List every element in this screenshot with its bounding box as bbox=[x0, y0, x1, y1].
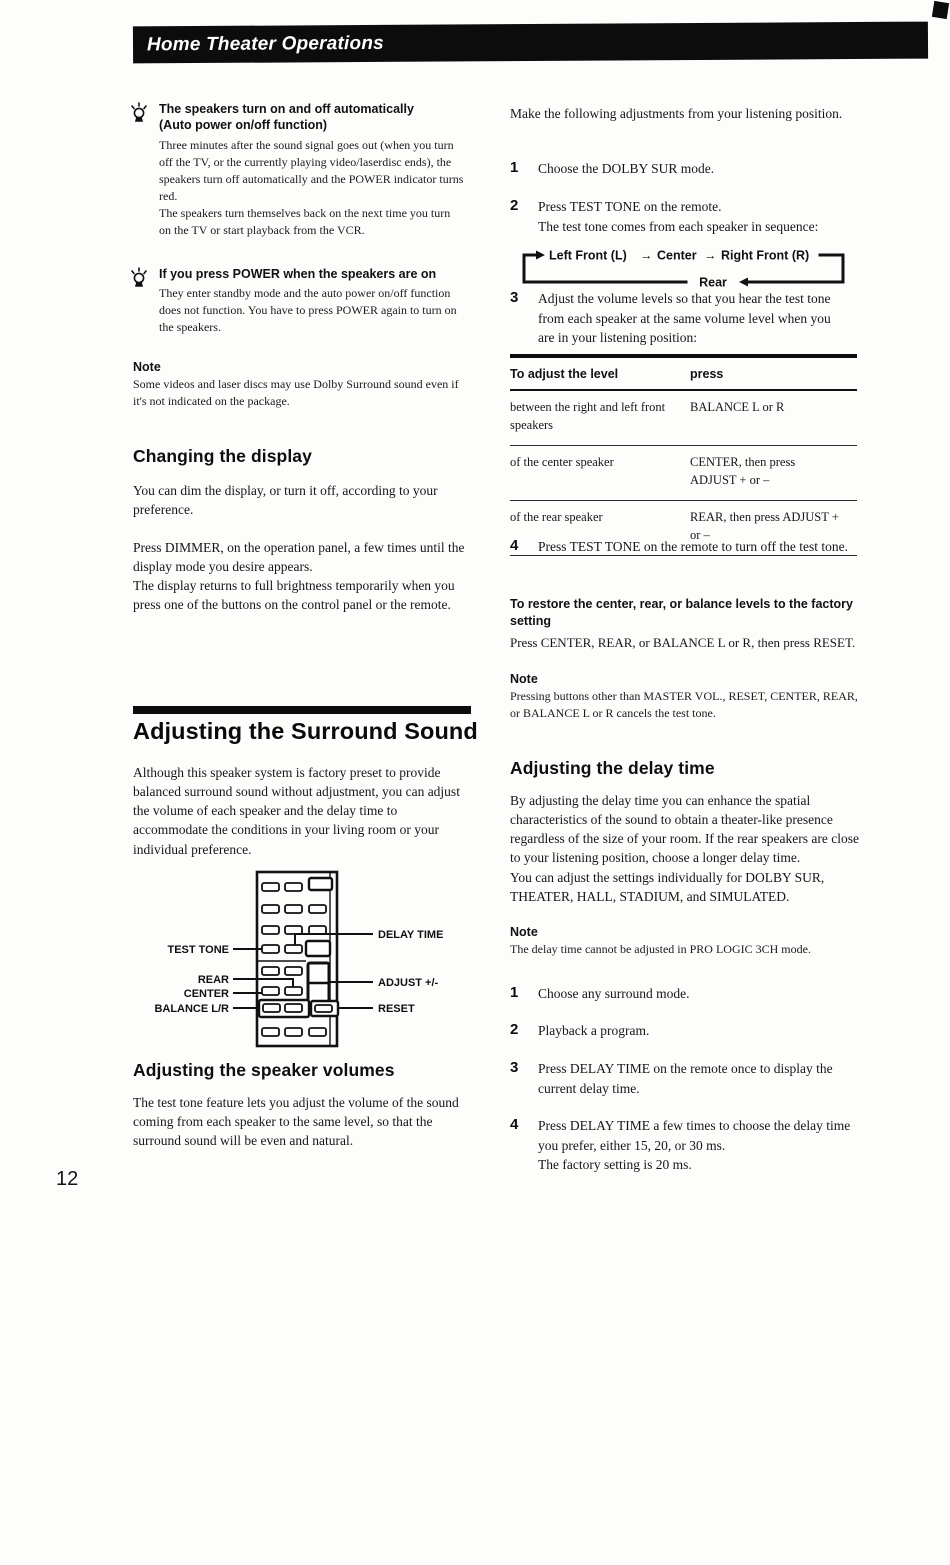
paragraph: By adjusting the delay time you can enhance the spatial characteristics of the sound to obtain a theater-like presence regardless of the size of your room. If the rear speakers are close to your listening position, choose a longer delay time. bbox=[510, 793, 859, 866]
note-body: Pressing buttons other than MASTER VOL., RESET, CENTER, REAR, or BALANCE L or R cancels the test tone. bbox=[510, 689, 858, 721]
step-text: The factory setting is 20 ms. bbox=[538, 1157, 692, 1173]
remote-label-center: CENTER bbox=[183, 988, 229, 1000]
table-cell-level: of the rear speaker bbox=[510, 510, 603, 524]
heading-speaker-volumes: Adjusting the speaker volumes bbox=[133, 1060, 395, 1080]
table-header-press: press bbox=[690, 367, 724, 381]
remote-label-test-tone: TEST TONE bbox=[167, 944, 229, 956]
paragraph: You can adjust the settings individually for DOLBY SUR, THEATER, HALL, STADIUM, and SIMULATED. bbox=[510, 869, 825, 904]
remote-label-rear: REAR bbox=[197, 974, 229, 986]
sequence-item-center: Center bbox=[657, 248, 697, 263]
note-label: Note bbox=[133, 360, 161, 374]
paragraph: Press DIMMER, on the operation panel, a few times until the display mode you desire appears. bbox=[133, 540, 465, 575]
table-cell-press: REAR, then press ADJUST + or – bbox=[690, 510, 839, 542]
tip-lightbulb-icon bbox=[128, 102, 150, 131]
step-item bbox=[510, 159, 860, 179]
step-item bbox=[510, 1116, 862, 1175]
note-body: The delay time cannot be adjusted in PRO LOGIC 3CH mode. bbox=[510, 942, 811, 956]
note-block bbox=[510, 672, 862, 722]
step-number: 4 bbox=[510, 537, 519, 554]
paragraph: Although this speaker system is factory preset to provide balanced surround sound without adjustment, you can adjust the volume of each speaker and the delay time to accommodate the conditions in your living room or your individual preference. bbox=[133, 765, 460, 857]
heading-surround-sound: Adjusting the Surround Sound bbox=[133, 718, 478, 744]
note-block bbox=[133, 360, 473, 410]
step-text: Adjust the volume levels so that you hear the test tone from each speaker at the same volume level when you are in your listening position: bbox=[538, 291, 831, 346]
step-number: 1 bbox=[510, 984, 519, 1001]
tip-body: They enter standby mode and the auto power on/off function does not function. You have to press POWER again to turn on the speakers. bbox=[159, 286, 457, 335]
heading-delay-time: Adjusting the delay time bbox=[510, 758, 715, 778]
restore-body: Press CENTER, REAR, or BALANCE L or R, then press RESET. bbox=[510, 634, 856, 650]
table-cell-level: of the center speaker bbox=[510, 455, 614, 469]
tip-title-line2: (Auto power on/off function) bbox=[159, 118, 328, 133]
paragraph: The test tone feature lets you adjust the volume of the sound coming from each speaker to the same level, so that the surround sound will be even and natural. bbox=[133, 1095, 459, 1149]
remote-label-adjust: ADJUST +/- bbox=[378, 977, 439, 989]
paragraph-group bbox=[510, 791, 860, 906]
heading-changing-display: Changing the display bbox=[133, 446, 312, 466]
tip-body: The speakers turn themselves back on the next time you turn on the TV or start playback from the VCR. bbox=[159, 205, 451, 237]
note-block bbox=[510, 925, 862, 958]
step-text: Choose the DOLBY SUR mode. bbox=[538, 161, 715, 176]
tip-lightbulb-icon bbox=[128, 267, 150, 296]
tip-body: Three minutes after the sound signal goes out (when you turn off the TV, or the currently playing video/laserdisc ends), the speakers turn off automatically and the POWER indicator turns red. bbox=[159, 137, 464, 203]
table-row bbox=[510, 446, 857, 501]
step-item bbox=[510, 537, 862, 557]
adjust-level-table bbox=[510, 354, 857, 556]
note-label: Note bbox=[510, 672, 538, 686]
paragraph: You can dim the display, or turn it off, according to your preference. bbox=[133, 483, 438, 518]
step-item bbox=[510, 1059, 862, 1098]
step-number: 2 bbox=[510, 1021, 519, 1038]
step-item bbox=[510, 197, 860, 236]
note-body: Some videos and laser discs may use Dolby Surround sound even if it's not indicated on the package. bbox=[133, 377, 459, 409]
tip-power-press bbox=[128, 266, 473, 336]
step-number: 3 bbox=[510, 1059, 519, 1076]
note-label: Note bbox=[510, 925, 538, 939]
step-item bbox=[510, 984, 862, 1004]
step-text: Choose any surround mode. bbox=[538, 986, 690, 1001]
table-row bbox=[510, 391, 857, 446]
table-header-row bbox=[510, 358, 857, 391]
restore-heading: To restore the center, rear, or balance levels to the factory setting bbox=[510, 597, 853, 628]
paragraph: The display returns to full brightness temporarily when you press one of the buttons on the control panel or the remote. bbox=[133, 578, 455, 613]
step-text: Press DELAY TIME a few times to choose the delay time you prefer, either 15, 20, or 30 ms. bbox=[538, 1118, 851, 1153]
step-text: Press TEST TONE on the remote. bbox=[538, 199, 722, 214]
sequence-item-left-front: Left Front (L) bbox=[549, 248, 627, 263]
table-cell-press: CENTER, then press ADJUST + or – bbox=[690, 455, 796, 487]
remote-body bbox=[257, 872, 337, 1046]
step-item bbox=[510, 289, 862, 348]
remote-label-reset: RESET bbox=[378, 1003, 415, 1015]
step-text: Press DELAY TIME on the remote once to display the current delay time. bbox=[538, 1061, 833, 1096]
step-subtext: The test tone comes from each speaker in sequence: bbox=[538, 218, 819, 234]
table-header-level: To adjust the level bbox=[510, 367, 619, 381]
leader-lines bbox=[233, 934, 373, 1008]
paragraph-group bbox=[133, 538, 473, 615]
table-cell-level: between the right and left front speakers bbox=[510, 400, 666, 432]
sequence-item-right-front: Right Front (R) bbox=[721, 248, 810, 263]
tip-title: The speakers turn on and off automatically bbox=[159, 102, 414, 116]
scan-corner-mark bbox=[932, 1, 949, 19]
arrow-left-icon bbox=[739, 278, 748, 287]
table-cell-press: BALANCE L or R bbox=[690, 400, 785, 414]
arrow-right-icon bbox=[536, 251, 545, 260]
remote-buttons bbox=[257, 878, 338, 1036]
section-header-title: Home Theater Operations bbox=[146, 32, 384, 56]
tip-auto-power bbox=[128, 101, 473, 239]
page-number: 12 bbox=[56, 1168, 79, 1190]
step-text: Playback a program. bbox=[538, 1023, 650, 1038]
arrow-right-icon: → bbox=[704, 248, 717, 263]
paragraph: Make the following adjustments from your listening position. bbox=[510, 106, 843, 121]
restore-block bbox=[510, 596, 862, 652]
step-item bbox=[510, 1021, 862, 1041]
step-number: 4 bbox=[510, 1116, 519, 1133]
section-rule bbox=[133, 706, 471, 714]
remote-diagram bbox=[133, 866, 478, 1057]
arrow-right-icon: → bbox=[640, 248, 653, 263]
step-number: 1 bbox=[510, 159, 519, 176]
section-header-bar bbox=[133, 22, 928, 64]
step-number: 3 bbox=[510, 289, 519, 306]
remote-label-delay-time: DELAY TIME bbox=[378, 929, 444, 941]
step-number: 2 bbox=[510, 197, 519, 214]
tip-title: If you press POWER when the speakers are on bbox=[159, 267, 437, 281]
step-text: Press TEST TONE on the remote to turn off the test tone. bbox=[538, 539, 848, 554]
sequence-item-rear: Rear bbox=[699, 275, 727, 290]
remote-label-balance: BALANCE L/R bbox=[154, 1003, 229, 1015]
